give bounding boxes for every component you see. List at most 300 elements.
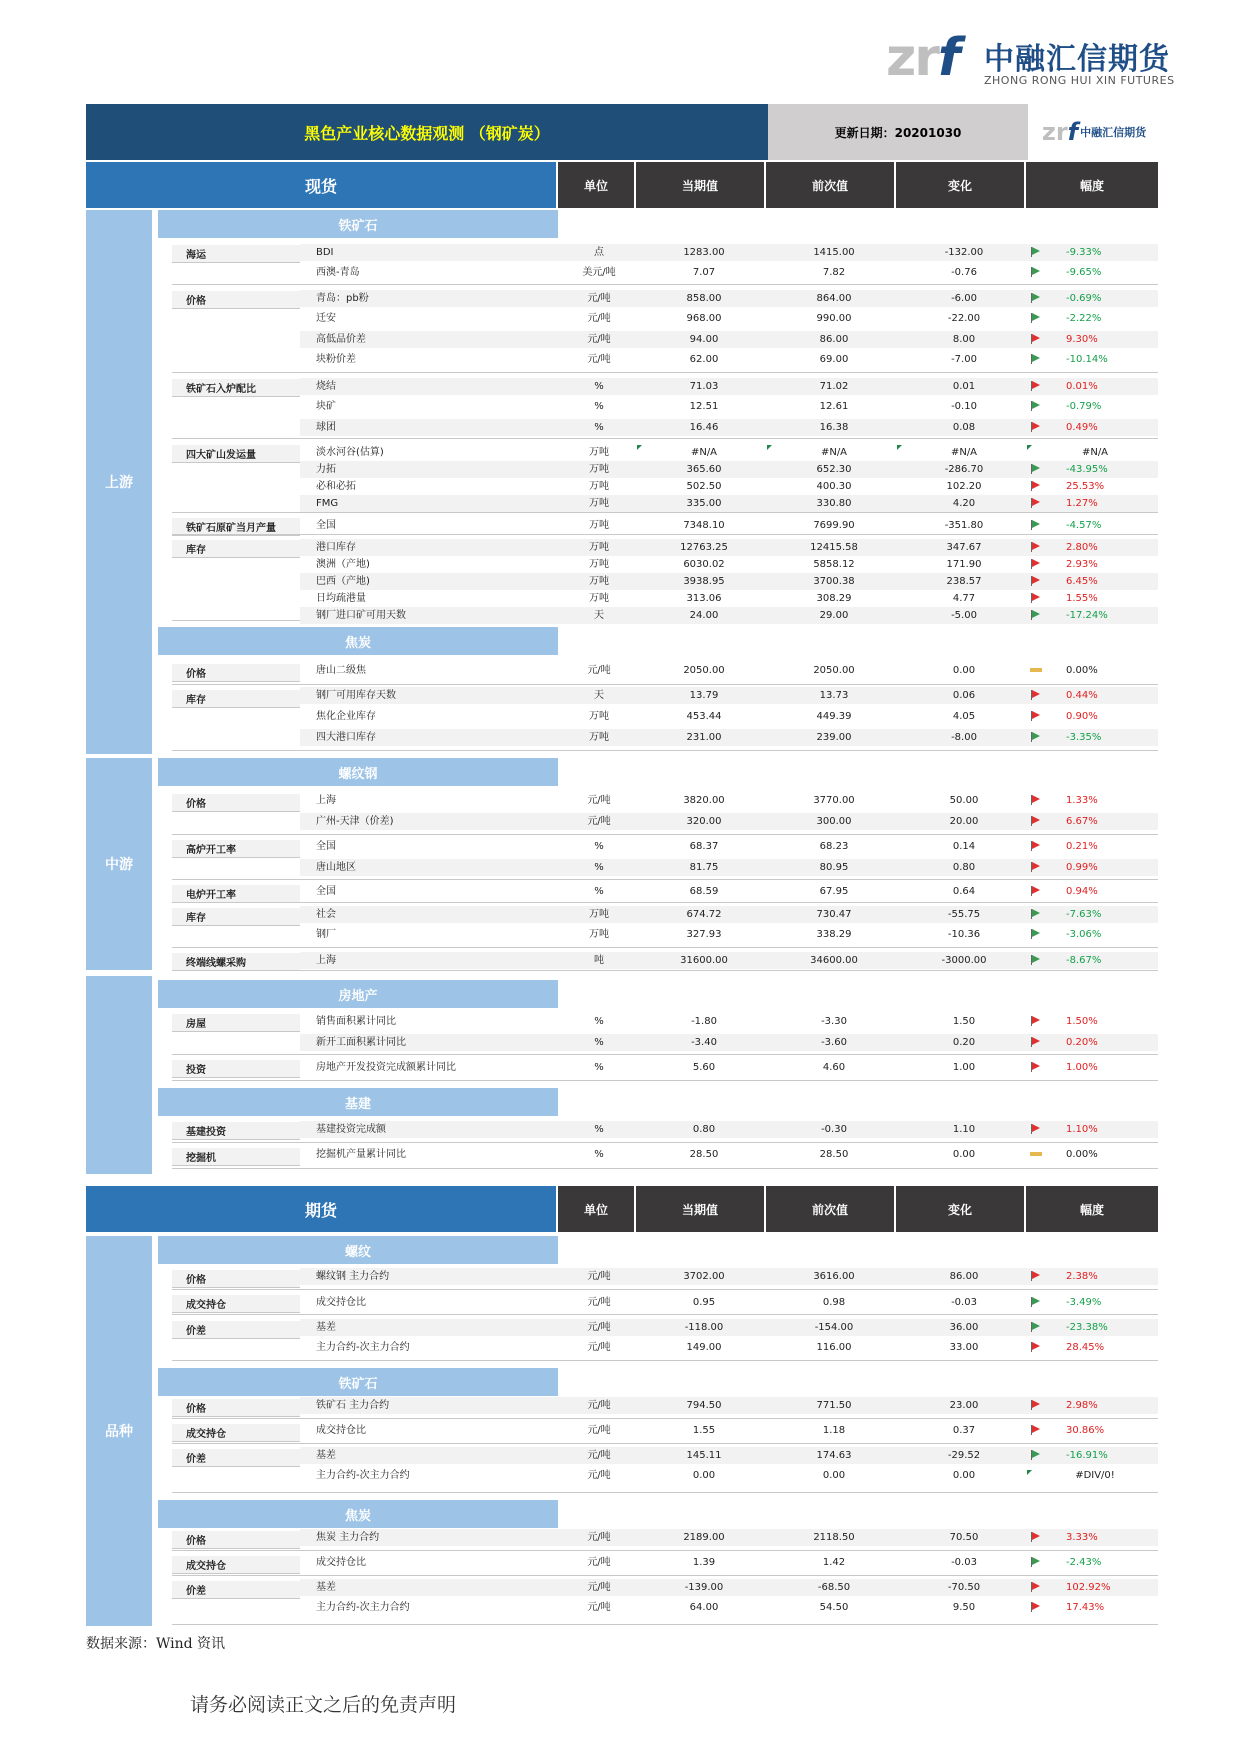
row-unit: 元/吨 bbox=[587, 1557, 611, 1568]
row-unit: 元/吨 bbox=[587, 1450, 611, 1461]
group-label: 基建投资 bbox=[172, 1122, 300, 1140]
group-label: 价差 bbox=[172, 1581, 300, 1599]
row-item: 新开工面积累计同比 bbox=[316, 1037, 406, 1048]
row-range: -9.33% bbox=[1066, 247, 1102, 258]
row-current: 0.00 bbox=[692, 1470, 716, 1481]
row-current: -118.00 bbox=[684, 1322, 724, 1333]
row-item: 钢厂可用库存天数 bbox=[316, 690, 396, 701]
row-change: 1.00 bbox=[952, 1062, 976, 1073]
flag-icon bbox=[1030, 1422, 1044, 1439]
row-previous: 54.50 bbox=[819, 1602, 849, 1613]
flag-icon bbox=[1030, 926, 1044, 943]
data-source: 数据来源：Wind 资讯 bbox=[86, 1636, 226, 1652]
row-item: FMG bbox=[316, 498, 339, 509]
table-row bbox=[300, 573, 1158, 590]
table-row bbox=[300, 813, 1158, 830]
spot-header: 现货 bbox=[86, 162, 556, 208]
row-unit: 元/吨 bbox=[587, 795, 611, 806]
row-current: 6030.02 bbox=[683, 559, 725, 570]
report-banner bbox=[86, 104, 1158, 160]
region-upstream: 上游 bbox=[86, 210, 152, 754]
unit-header: 单位 bbox=[558, 162, 634, 208]
group-label: 电炉开工率 bbox=[172, 885, 300, 903]
row-item: 基差 bbox=[316, 1450, 336, 1461]
table-row bbox=[300, 1447, 1158, 1464]
row-change: #N/A bbox=[950, 447, 978, 458]
flag-icon bbox=[1030, 906, 1044, 923]
row-change: 4.05 bbox=[952, 711, 976, 722]
flag-icon bbox=[1030, 883, 1044, 900]
group-label: 投资 bbox=[172, 1060, 300, 1078]
table-row bbox=[300, 351, 1158, 368]
row-previous: 300.00 bbox=[816, 816, 852, 827]
row-previous: 7699.90 bbox=[813, 520, 855, 531]
row-previous: 1415.00 bbox=[813, 247, 855, 258]
table-row bbox=[300, 1268, 1158, 1285]
row-previous: 116.00 bbox=[816, 1342, 852, 1353]
row-range: -3.06% bbox=[1066, 929, 1102, 940]
flag-icon bbox=[1030, 556, 1044, 573]
flag-icon bbox=[1030, 729, 1044, 746]
table-row bbox=[300, 290, 1158, 307]
row-item: 成交持仓比 bbox=[316, 1297, 366, 1308]
flag-icon bbox=[1030, 952, 1044, 969]
range-header: 幅度 bbox=[1026, 162, 1158, 208]
row-range: -16.91% bbox=[1066, 1450, 1108, 1461]
flag-icon bbox=[1030, 1599, 1044, 1616]
row-previous: -3.30 bbox=[821, 1016, 847, 1027]
row-item: 焦炭 主力合约 bbox=[316, 1532, 380, 1543]
flag-icon bbox=[1030, 310, 1044, 327]
report-title: 黑色产业核心数据观测 （钢矿炭） bbox=[86, 104, 768, 160]
flag-icon bbox=[1030, 1397, 1044, 1414]
row-item: 成交持仓比 bbox=[316, 1425, 366, 1436]
table-row bbox=[300, 1397, 1158, 1414]
flag-icon bbox=[1030, 351, 1044, 368]
row-current: -139.00 bbox=[684, 1582, 724, 1593]
section-iron-ore: 铁矿石 bbox=[158, 210, 558, 238]
row-change: 70.50 bbox=[949, 1532, 979, 1543]
flag-icon bbox=[1030, 1059, 1044, 1076]
row-previous: 3700.38 bbox=[813, 576, 855, 587]
row-range: 30.86% bbox=[1066, 1425, 1105, 1436]
flag-icon bbox=[1030, 1294, 1044, 1311]
row-item: 钢厂 bbox=[316, 929, 336, 940]
row-current: 231.00 bbox=[686, 732, 722, 743]
table-row bbox=[300, 1146, 1158, 1163]
banner-logo: zrf 中融汇信期货 bbox=[1030, 104, 1158, 160]
row-change: -351.80 bbox=[944, 520, 984, 531]
row-previous: 652.30 bbox=[816, 464, 852, 475]
row-range: 0.20% bbox=[1066, 1037, 1098, 1048]
row-unit: 元/吨 bbox=[587, 1582, 611, 1593]
row-change: -3000.00 bbox=[941, 955, 987, 966]
group-label: 成交持仓 bbox=[172, 1295, 300, 1313]
region-midstream: 中游 bbox=[86, 758, 152, 970]
row-change: -0.76 bbox=[951, 267, 977, 278]
row-current: 3820.00 bbox=[683, 795, 725, 806]
row-previous: 80.95 bbox=[819, 862, 849, 873]
row-current: 794.50 bbox=[686, 1400, 722, 1411]
group-label: 海运 bbox=[172, 245, 300, 263]
row-change: 0.06 bbox=[952, 690, 976, 701]
section-futures-coke: 焦炭 bbox=[158, 1500, 558, 1528]
row-item: 唐山地区 bbox=[316, 862, 356, 873]
table-row bbox=[300, 310, 1158, 327]
table-row bbox=[300, 1467, 1158, 1484]
current-header-futures: 当期值 bbox=[636, 1186, 764, 1232]
row-previous: 400.30 bbox=[816, 481, 852, 492]
row-change: -0.03 bbox=[951, 1297, 977, 1308]
row-unit: % bbox=[594, 1149, 604, 1160]
row-change: 36.00 bbox=[949, 1322, 979, 1333]
row-item: 淡水河谷(估算) bbox=[316, 447, 384, 458]
row-range: 0.90% bbox=[1066, 711, 1098, 722]
row-change: 86.00 bbox=[949, 1271, 979, 1282]
row-current: 1.39 bbox=[692, 1557, 716, 1568]
row-current: 0.80 bbox=[692, 1124, 716, 1135]
row-current: 3702.00 bbox=[683, 1271, 725, 1282]
table-row bbox=[300, 1034, 1158, 1051]
row-current: 68.59 bbox=[689, 886, 719, 897]
section-infrastructure: 基建 bbox=[158, 1088, 558, 1116]
flag-icon bbox=[1030, 573, 1044, 590]
table-row bbox=[300, 398, 1158, 415]
flag-icon bbox=[1030, 539, 1044, 556]
table-row bbox=[300, 244, 1158, 261]
row-unit: 元/吨 bbox=[587, 665, 611, 676]
row-unit: 万吨 bbox=[589, 929, 609, 940]
row-current: -3.40 bbox=[691, 1037, 717, 1048]
flag-icon bbox=[1030, 461, 1044, 478]
row-unit: % bbox=[594, 1062, 604, 1073]
row-range: -0.69% bbox=[1066, 293, 1102, 304]
range-header-futures: 幅度 bbox=[1026, 1186, 1158, 1232]
row-change: 0.14 bbox=[952, 841, 976, 852]
row-current: 7.07 bbox=[692, 267, 716, 278]
group-label: 价格 bbox=[172, 1531, 300, 1549]
flag-icon bbox=[1030, 1034, 1044, 1051]
row-change: 1.50 bbox=[952, 1016, 976, 1027]
row-current: #N/A bbox=[690, 447, 718, 458]
row-range: -4.57% bbox=[1066, 520, 1102, 531]
row-current: 453.44 bbox=[686, 711, 722, 722]
flag-icon bbox=[1030, 1339, 1044, 1356]
row-item: 烧结 bbox=[316, 381, 336, 392]
row-item: 全国 bbox=[316, 841, 336, 852]
row-range: 9.30% bbox=[1066, 334, 1098, 345]
row-current: 7348.10 bbox=[683, 520, 725, 531]
table-row bbox=[300, 1599, 1158, 1616]
row-previous: 67.95 bbox=[819, 886, 849, 897]
row-range: 1.50% bbox=[1066, 1016, 1098, 1027]
row-change: -29.52 bbox=[947, 1450, 981, 1461]
row-item: 上海 bbox=[316, 795, 336, 806]
row-range: 0.00% bbox=[1066, 1149, 1098, 1160]
row-item: 高低品价差 bbox=[316, 334, 366, 345]
group-label: 挖掘机 bbox=[172, 1148, 300, 1166]
group-label: 成交持仓 bbox=[172, 1556, 300, 1574]
row-range: 1.55% bbox=[1066, 593, 1098, 604]
row-previous: -3.60 bbox=[821, 1037, 847, 1048]
row-change: 50.00 bbox=[949, 795, 979, 806]
row-unit: 万吨 bbox=[589, 542, 609, 553]
flag-icon bbox=[1030, 1447, 1044, 1464]
row-previous: 2118.50 bbox=[813, 1532, 855, 1543]
row-previous: 4.60 bbox=[822, 1062, 846, 1073]
table-row bbox=[300, 264, 1158, 281]
table-row bbox=[300, 1121, 1158, 1138]
row-item: 挖掘机产量累计同比 bbox=[316, 1149, 406, 1160]
flag-icon bbox=[1030, 1579, 1044, 1596]
row-change: 0.00 bbox=[952, 665, 976, 676]
row-current: 0.95 bbox=[692, 1297, 716, 1308]
row-unit: 元/吨 bbox=[587, 1470, 611, 1481]
table-row bbox=[300, 792, 1158, 809]
row-range: 0.49% bbox=[1066, 422, 1098, 433]
row-change: -286.70 bbox=[944, 464, 984, 475]
row-unit: % bbox=[594, 862, 604, 873]
row-unit: 万吨 bbox=[589, 909, 609, 920]
row-unit: 万吨 bbox=[589, 711, 609, 722]
row-current: 313.06 bbox=[686, 593, 722, 604]
row-range: 17.43% bbox=[1066, 1602, 1105, 1613]
row-unit: 点 bbox=[594, 247, 604, 258]
row-range: 6.67% bbox=[1066, 816, 1098, 827]
previous-header: 前次值 bbox=[766, 162, 894, 208]
row-range: -23.38% bbox=[1066, 1322, 1108, 1333]
row-current: 1.55 bbox=[692, 1425, 716, 1436]
row-change: -6.00 bbox=[951, 293, 977, 304]
row-range: 0.21% bbox=[1066, 841, 1098, 852]
group-label: 四大矿山发运量 bbox=[172, 445, 300, 463]
row-range: 0.94% bbox=[1066, 886, 1098, 897]
row-unit: 万吨 bbox=[589, 520, 609, 531]
flag-icon bbox=[1030, 607, 1044, 624]
row-current: 94.00 bbox=[689, 334, 719, 345]
flag-icon bbox=[1030, 264, 1044, 281]
group-label: 高炉开工率 bbox=[172, 840, 300, 858]
row-unit: 天 bbox=[594, 610, 604, 621]
row-current: 327.93 bbox=[686, 929, 722, 940]
row-range: -3.35% bbox=[1066, 732, 1102, 743]
row-previous: 13.73 bbox=[819, 690, 849, 701]
row-previous: 0.00 bbox=[822, 1470, 846, 1481]
row-change: 0.01 bbox=[952, 381, 976, 392]
row-range: -43.95% bbox=[1066, 464, 1108, 475]
row-change: 9.50 bbox=[952, 1602, 976, 1613]
table-row bbox=[300, 495, 1158, 512]
row-item: 块矿 bbox=[316, 401, 336, 412]
table-row bbox=[300, 838, 1158, 855]
futures-header: 期货 bbox=[86, 1186, 556, 1232]
row-previous: 338.29 bbox=[816, 929, 852, 940]
group-label: 价差 bbox=[172, 1321, 300, 1339]
table-row bbox=[300, 906, 1158, 923]
row-item: 青岛：pb粉 bbox=[316, 293, 369, 304]
row-item: 全国 bbox=[316, 520, 336, 531]
row-unit: % bbox=[594, 422, 604, 433]
table-row bbox=[300, 331, 1158, 348]
row-previous: 330.80 bbox=[816, 498, 852, 509]
row-previous: 3770.00 bbox=[813, 795, 855, 806]
row-change: 0.08 bbox=[952, 422, 976, 433]
flag-icon bbox=[1030, 838, 1044, 855]
row-previous: 174.63 bbox=[816, 1450, 852, 1461]
group-label: 价格 bbox=[172, 1399, 300, 1417]
row-item: 西澳-青岛 bbox=[316, 267, 360, 278]
row-change: 0.20 bbox=[952, 1037, 976, 1048]
row-unit: % bbox=[594, 381, 604, 392]
row-change: -7.00 bbox=[951, 354, 977, 365]
table-row bbox=[300, 517, 1158, 534]
row-previous: 12415.58 bbox=[810, 542, 858, 553]
row-range: #N/A bbox=[1081, 447, 1109, 458]
row-unit: 万吨 bbox=[589, 593, 609, 604]
table-row bbox=[300, 461, 1158, 478]
row-previous: 864.00 bbox=[816, 293, 852, 304]
row-previous: 1.18 bbox=[822, 1425, 846, 1436]
flag-icon bbox=[1030, 687, 1044, 704]
row-previous: 0.98 bbox=[822, 1297, 846, 1308]
table-row bbox=[300, 1529, 1158, 1546]
row-previous: 12.61 bbox=[819, 401, 849, 412]
row-item: 力拓 bbox=[316, 464, 336, 475]
table-row bbox=[300, 729, 1158, 746]
row-current: 12.51 bbox=[689, 401, 719, 412]
row-range: 0.01% bbox=[1066, 381, 1098, 392]
group-label: 价格 bbox=[172, 794, 300, 812]
flat-bar-icon bbox=[1030, 1146, 1044, 1163]
row-range: 2.38% bbox=[1066, 1271, 1098, 1282]
table-row bbox=[300, 708, 1158, 725]
row-range: -7.63% bbox=[1066, 909, 1102, 920]
change-header-futures: 变化 bbox=[896, 1186, 1024, 1232]
row-item: 成交持仓比 bbox=[316, 1557, 366, 1568]
row-previous: 990.00 bbox=[816, 313, 852, 324]
row-change: -0.10 bbox=[951, 401, 977, 412]
flag-icon bbox=[1030, 244, 1044, 261]
row-change: -55.75 bbox=[947, 909, 981, 920]
group-label: 价差 bbox=[172, 1449, 300, 1467]
logo-chinese-name: 中融汇信期货 bbox=[984, 42, 1170, 77]
disclaimer: 请务必阅读正文之后的免责声明 bbox=[190, 1694, 457, 1716]
row-current: 335.00 bbox=[686, 498, 722, 509]
row-item: 迁安 bbox=[316, 313, 336, 324]
row-change: -70.50 bbox=[947, 1582, 981, 1593]
row-previous: 308.29 bbox=[816, 593, 852, 604]
table-row bbox=[300, 607, 1158, 624]
row-previous: 239.00 bbox=[816, 732, 852, 743]
row-range: 0.99% bbox=[1066, 862, 1098, 873]
row-current: 2050.00 bbox=[683, 665, 725, 676]
row-change: 4.77 bbox=[952, 593, 976, 604]
row-unit: 元/吨 bbox=[587, 1532, 611, 1543]
row-item: 钢厂进口矿可用天数 bbox=[316, 610, 406, 621]
table-row bbox=[300, 1339, 1158, 1356]
row-current: 858.00 bbox=[686, 293, 722, 304]
group-label: 价格 bbox=[172, 664, 300, 682]
table-row bbox=[300, 859, 1158, 876]
group-label: 价格 bbox=[172, 1270, 300, 1288]
row-previous: -0.30 bbox=[821, 1124, 847, 1135]
row-range: -2.22% bbox=[1066, 313, 1102, 324]
row-range: 2.98% bbox=[1066, 1400, 1098, 1411]
flag-icon bbox=[1030, 1529, 1044, 1546]
unit-header-futures: 单位 bbox=[558, 1186, 634, 1232]
row-unit: 万吨 bbox=[589, 481, 609, 492]
row-unit: % bbox=[594, 401, 604, 412]
row-unit: 万吨 bbox=[589, 464, 609, 475]
table-row bbox=[300, 883, 1158, 900]
flag-icon bbox=[1030, 708, 1044, 725]
section-coke: 焦炭 bbox=[158, 627, 558, 655]
row-range: 0.00% bbox=[1066, 665, 1098, 676]
row-unit: 美元/吨 bbox=[582, 267, 616, 278]
row-unit: % bbox=[594, 1016, 604, 1027]
row-item: 基建投资完成额 bbox=[316, 1124, 386, 1135]
row-current: 13.79 bbox=[689, 690, 719, 701]
row-change: 0.80 bbox=[952, 862, 976, 873]
row-previous: 69.00 bbox=[819, 354, 849, 365]
row-change: 0.00 bbox=[952, 1470, 976, 1481]
row-unit: 万吨 bbox=[589, 498, 609, 509]
row-current: 968.00 bbox=[686, 313, 722, 324]
row-current: 16.46 bbox=[689, 422, 719, 433]
group-label: 铁矿石入炉配比 bbox=[172, 379, 300, 397]
row-current: 365.60 bbox=[686, 464, 722, 475]
group-label: 成交持仓 bbox=[172, 1424, 300, 1442]
group-label: 终端线螺采购 bbox=[172, 953, 300, 971]
row-item: 主力合约-次主力合约 bbox=[316, 1470, 410, 1481]
group-label: 价格 bbox=[172, 291, 300, 309]
row-unit: 元/吨 bbox=[587, 293, 611, 304]
row-current: 68.37 bbox=[689, 841, 719, 852]
row-previous: 449.39 bbox=[816, 711, 852, 722]
row-unit: 元/吨 bbox=[587, 1322, 611, 1333]
row-range: 1.33% bbox=[1066, 795, 1098, 806]
logo-english-name: ZHONG RONG HUI XIN FUTURES bbox=[984, 74, 1175, 87]
flag-icon bbox=[1030, 478, 1044, 495]
row-change: 171.90 bbox=[946, 559, 982, 570]
row-change: -5.00 bbox=[951, 610, 977, 621]
section-futures-iron-ore: 铁矿石 bbox=[158, 1368, 558, 1396]
row-change: 20.00 bbox=[949, 816, 979, 827]
table-row bbox=[300, 926, 1158, 943]
table-row bbox=[300, 556, 1158, 573]
row-item: 铁矿石 主力合约 bbox=[316, 1400, 390, 1411]
row-unit: 元/吨 bbox=[587, 354, 611, 365]
row-item: 唐山二级焦 bbox=[316, 665, 366, 676]
row-item: 社会 bbox=[316, 909, 336, 920]
row-previous: -154.00 bbox=[814, 1322, 854, 1333]
row-item: 销售面积累计同比 bbox=[316, 1016, 396, 1027]
row-current: 81.75 bbox=[689, 862, 719, 873]
row-item: 基差 bbox=[316, 1582, 336, 1593]
flag-icon bbox=[1030, 590, 1044, 607]
table-row bbox=[300, 1294, 1158, 1311]
row-unit: 元/吨 bbox=[587, 1602, 611, 1613]
row-unit: % bbox=[594, 886, 604, 897]
row-change: 238.57 bbox=[946, 576, 982, 587]
row-current: 149.00 bbox=[686, 1342, 722, 1353]
row-previous: 3616.00 bbox=[813, 1271, 855, 1282]
region-variety: 品种 bbox=[86, 1236, 152, 1626]
row-change: 102.20 bbox=[946, 481, 982, 492]
table-row bbox=[300, 662, 1158, 679]
row-previous: 29.00 bbox=[819, 610, 849, 621]
table-row bbox=[300, 687, 1158, 704]
